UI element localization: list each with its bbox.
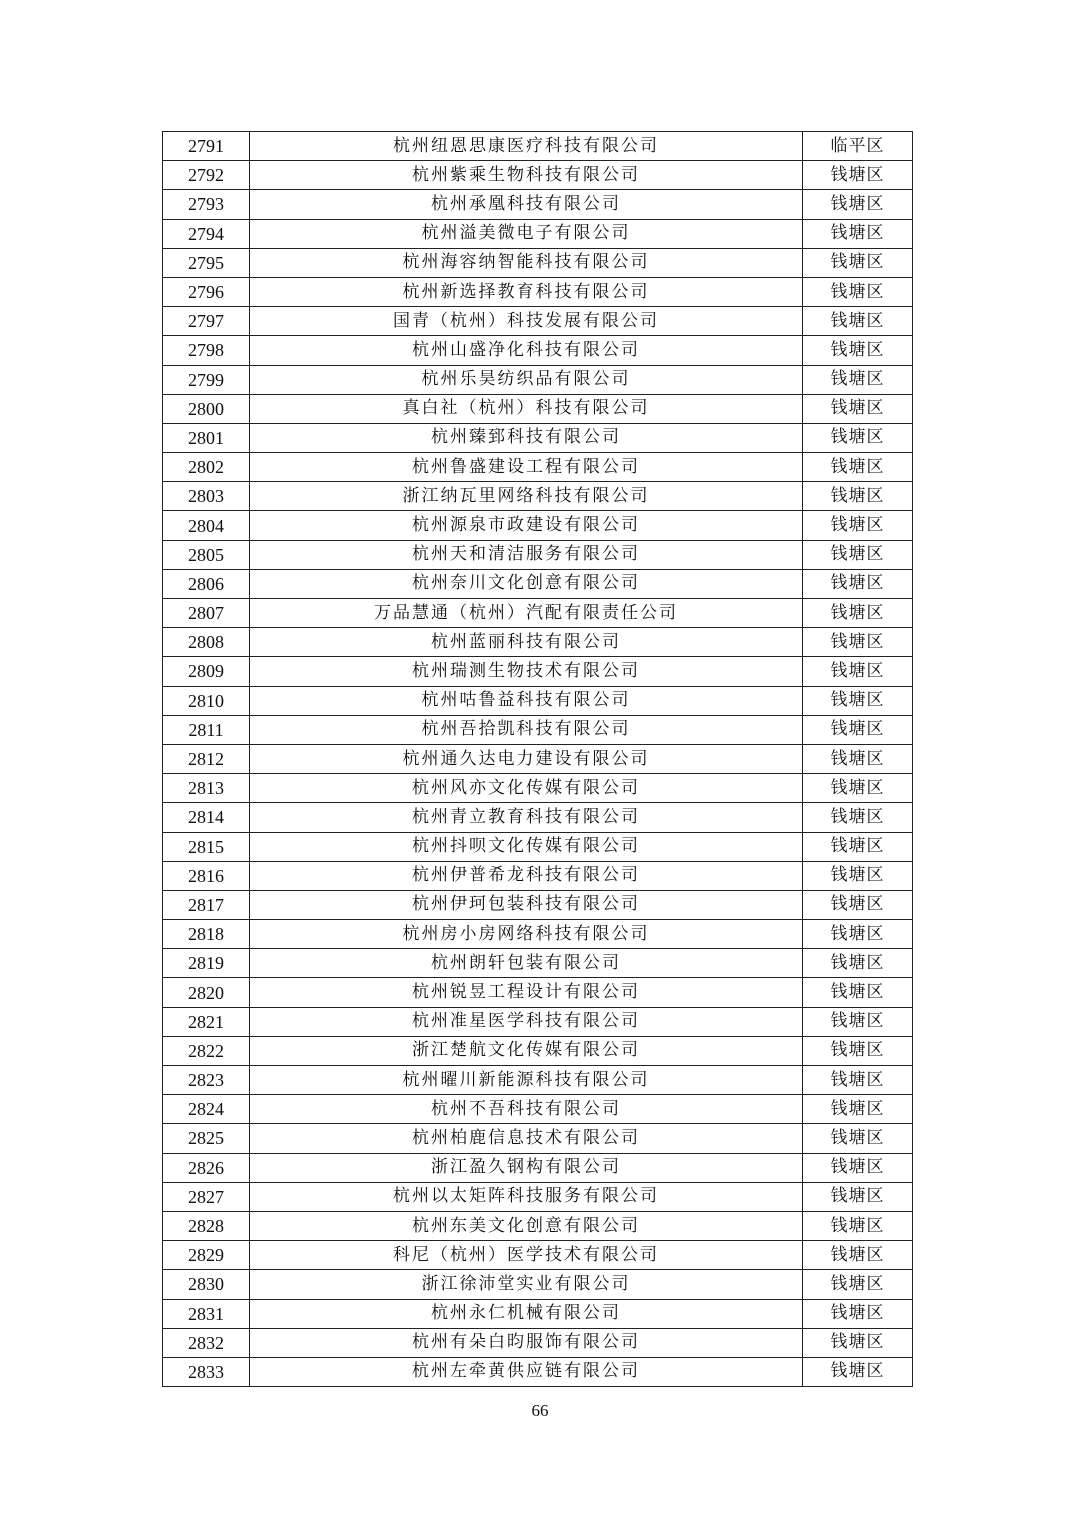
district-cell: 钱塘区	[803, 394, 913, 423]
company-name-cell: 杭州乐昊纺织品有限公司	[250, 365, 803, 394]
table-row	[163, 336, 913, 365]
company-name-cell: 杭州瑞测生物技术有限公司	[250, 657, 803, 686]
district-cell: 钱塘区	[803, 482, 913, 511]
district-cell: 钱塘区	[803, 774, 913, 803]
district-cell: 钱塘区	[803, 1036, 913, 1065]
row-index-cell: 2824	[163, 1095, 250, 1124]
district-cell: 临平区	[803, 132, 913, 161]
table-row	[163, 1211, 913, 1240]
table-row	[163, 1299, 913, 1328]
table-row	[163, 1095, 913, 1124]
company-name-cell: 杭州准星医学科技有限公司	[250, 1007, 803, 1036]
company-name-cell: 科尼（杭州）医学技术有限公司	[250, 1241, 803, 1270]
table-row	[163, 803, 913, 832]
district-cell: 钱塘区	[803, 861, 913, 890]
row-index-cell: 2801	[163, 423, 250, 452]
company-name-cell: 杭州青立教育科技有限公司	[250, 803, 803, 832]
district-cell: 钱塘区	[803, 248, 913, 277]
company-name-cell: 杭州抖呗文化传媒有限公司	[250, 832, 803, 861]
district-cell: 钱塘区	[803, 803, 913, 832]
district-cell: 钱塘区	[803, 569, 913, 598]
row-index-cell: 2793	[163, 190, 250, 219]
company-name-cell: 杭州通久达电力建设有限公司	[250, 744, 803, 773]
table-row	[163, 394, 913, 423]
company-name-cell: 杭州永仁机械有限公司	[250, 1299, 803, 1328]
row-index-cell: 2816	[163, 861, 250, 890]
table-row	[163, 861, 913, 890]
row-index-cell: 2820	[163, 978, 250, 1007]
company-name-cell: 杭州东美文化创意有限公司	[250, 1211, 803, 1240]
row-index-cell: 2815	[163, 832, 250, 861]
company-name-cell: 杭州以太矩阵科技服务有限公司	[250, 1182, 803, 1211]
district-cell: 钱塘区	[803, 277, 913, 306]
district-cell: 钱塘区	[803, 365, 913, 394]
row-index-cell: 2792	[163, 161, 250, 190]
table-row	[163, 1036, 913, 1065]
table-row	[163, 132, 913, 161]
district-cell: 钱塘区	[803, 453, 913, 482]
company-name-cell: 杭州山盛净化科技有限公司	[250, 336, 803, 365]
company-name-cell: 真白社（杭州）科技有限公司	[250, 394, 803, 423]
row-index-cell: 2819	[163, 949, 250, 978]
table-row	[163, 453, 913, 482]
district-cell: 钱塘区	[803, 1211, 913, 1240]
district-cell: 钱塘区	[803, 540, 913, 569]
company-name-cell: 杭州纽恩思康医疗科技有限公司	[250, 132, 803, 161]
table-row	[163, 569, 913, 598]
district-cell: 钱塘区	[803, 307, 913, 336]
district-cell: 钱塘区	[803, 1007, 913, 1036]
table-row	[163, 1182, 913, 1211]
company-name-cell: 杭州锐昱工程设计有限公司	[250, 978, 803, 1007]
company-name-cell: 杭州不吾科技有限公司	[250, 1095, 803, 1124]
table-row	[163, 1357, 913, 1386]
row-index-cell: 2833	[163, 1357, 250, 1386]
company-name-cell: 杭州柏鹿信息技术有限公司	[250, 1124, 803, 1153]
table-row	[163, 657, 913, 686]
table-row	[163, 482, 913, 511]
row-index-cell: 2827	[163, 1182, 250, 1211]
table-row	[163, 190, 913, 219]
company-name-cell: 浙江徐沛堂实业有限公司	[250, 1270, 803, 1299]
row-index-cell: 2831	[163, 1299, 250, 1328]
row-index-cell: 2798	[163, 336, 250, 365]
row-index-cell: 2797	[163, 307, 250, 336]
company-name-cell: 杭州吾拾凯科技有限公司	[250, 715, 803, 744]
district-cell: 钱塘区	[803, 1299, 913, 1328]
row-index-cell: 2808	[163, 628, 250, 657]
row-index-cell: 2825	[163, 1124, 250, 1153]
company-name-cell: 杭州紫乘生物科技有限公司	[250, 161, 803, 190]
district-cell: 钱塘区	[803, 949, 913, 978]
district-cell: 钱塘区	[803, 1066, 913, 1095]
district-cell: 钱塘区	[803, 1095, 913, 1124]
row-index-cell: 2795	[163, 248, 250, 277]
district-cell: 钱塘区	[803, 1328, 913, 1357]
row-index-cell: 2809	[163, 657, 250, 686]
row-index-cell: 2806	[163, 569, 250, 598]
row-index-cell: 2812	[163, 744, 250, 773]
table-row	[163, 978, 913, 1007]
company-name-cell: 国青（杭州）科技发展有限公司	[250, 307, 803, 336]
company-name-cell: 杭州鲁盛建设工程有限公司	[250, 453, 803, 482]
table-row	[163, 540, 913, 569]
row-index-cell: 2821	[163, 1007, 250, 1036]
table-row	[163, 628, 913, 657]
table-row	[163, 219, 913, 248]
district-cell: 钱塘区	[803, 1357, 913, 1386]
district-cell: 钱塘区	[803, 423, 913, 452]
row-index-cell: 2832	[163, 1328, 250, 1357]
company-name-cell: 万品慧通（杭州）汽配有限责任公司	[250, 599, 803, 628]
company-name-cell: 杭州溢美微电子有限公司	[250, 219, 803, 248]
row-index-cell: 2823	[163, 1066, 250, 1095]
table-row	[163, 1241, 913, 1270]
company-name-cell: 浙江楚航文化传媒有限公司	[250, 1036, 803, 1065]
company-name-cell: 杭州风亦文化传媒有限公司	[250, 774, 803, 803]
company-name-cell: 杭州天和清洁服务有限公司	[250, 540, 803, 569]
company-name-cell: 杭州新选择教育科技有限公司	[250, 277, 803, 306]
row-index-cell: 2794	[163, 219, 250, 248]
company-table	[162, 131, 913, 1387]
table-row	[163, 161, 913, 190]
row-index-cell: 2830	[163, 1270, 250, 1299]
company-name-cell: 杭州朗轩包装有限公司	[250, 949, 803, 978]
district-cell: 钱塘区	[803, 628, 913, 657]
table-row	[163, 599, 913, 628]
district-cell: 钱塘区	[803, 890, 913, 919]
company-name-cell: 杭州咕鲁益科技有限公司	[250, 686, 803, 715]
table-row	[163, 920, 913, 949]
district-cell: 钱塘区	[803, 511, 913, 540]
table-row	[163, 423, 913, 452]
table-row	[163, 890, 913, 919]
table-row	[163, 1153, 913, 1182]
table-row	[163, 744, 913, 773]
row-index-cell: 2826	[163, 1153, 250, 1182]
company-name-cell: 杭州承凰科技有限公司	[250, 190, 803, 219]
row-index-cell: 2805	[163, 540, 250, 569]
table-row	[163, 248, 913, 277]
table-row	[163, 1328, 913, 1357]
district-cell: 钱塘区	[803, 832, 913, 861]
district-cell: 钱塘区	[803, 1241, 913, 1270]
row-index-cell: 2800	[163, 394, 250, 423]
row-index-cell: 2803	[163, 482, 250, 511]
district-cell: 钱塘区	[803, 336, 913, 365]
row-index-cell: 2796	[163, 277, 250, 306]
table-row	[163, 832, 913, 861]
company-name-cell: 杭州曜川新能源科技有限公司	[250, 1066, 803, 1095]
district-cell: 钱塘区	[803, 599, 913, 628]
table-row	[163, 715, 913, 744]
table-row	[163, 1066, 913, 1095]
table-row	[163, 949, 913, 978]
company-name-cell: 杭州房小房网络科技有限公司	[250, 920, 803, 949]
district-cell: 钱塘区	[803, 657, 913, 686]
company-name-cell: 浙江纳瓦里网络科技有限公司	[250, 482, 803, 511]
table-row	[163, 277, 913, 306]
company-name-cell: 杭州海容纳智能科技有限公司	[250, 248, 803, 277]
district-cell: 钱塘区	[803, 686, 913, 715]
district-cell: 钱塘区	[803, 715, 913, 744]
table-row	[163, 774, 913, 803]
district-cell: 钱塘区	[803, 190, 913, 219]
row-index-cell: 2829	[163, 1241, 250, 1270]
company-name-cell: 杭州有朵白昀服饰有限公司	[250, 1328, 803, 1357]
district-cell: 钱塘区	[803, 920, 913, 949]
company-name-cell: 杭州伊珂包装科技有限公司	[250, 890, 803, 919]
district-cell: 钱塘区	[803, 1270, 913, 1299]
company-name-cell: 杭州左牵黄供应链有限公司	[250, 1357, 803, 1386]
row-index-cell: 2814	[163, 803, 250, 832]
district-cell: 钱塘区	[803, 1182, 913, 1211]
row-index-cell: 2811	[163, 715, 250, 744]
row-index-cell: 2813	[163, 774, 250, 803]
row-index-cell: 2807	[163, 599, 250, 628]
district-cell: 钱塘区	[803, 978, 913, 1007]
table-row	[163, 307, 913, 336]
district-cell: 钱塘区	[803, 1153, 913, 1182]
company-name-cell: 杭州源泉市政建设有限公司	[250, 511, 803, 540]
table-row	[163, 1270, 913, 1299]
table-row	[163, 1007, 913, 1036]
row-index-cell: 2791	[163, 132, 250, 161]
company-name-cell: 杭州臻郅科技有限公司	[250, 423, 803, 452]
row-index-cell: 2822	[163, 1036, 250, 1065]
district-cell: 钱塘区	[803, 219, 913, 248]
table-row	[163, 511, 913, 540]
page-number: 66	[531, 1401, 549, 1420]
table-row	[163, 1124, 913, 1153]
row-index-cell: 2810	[163, 686, 250, 715]
district-cell: 钱塘区	[803, 1124, 913, 1153]
district-cell: 钱塘区	[803, 161, 913, 190]
company-name-cell: 杭州奈川文化创意有限公司	[250, 569, 803, 598]
row-index-cell: 2828	[163, 1211, 250, 1240]
district-cell: 钱塘区	[803, 744, 913, 773]
table-row	[163, 365, 913, 394]
row-index-cell: 2818	[163, 920, 250, 949]
company-name-cell: 浙江盈久钢构有限公司	[250, 1153, 803, 1182]
company-name-cell: 杭州伊普希龙科技有限公司	[250, 861, 803, 890]
row-index-cell: 2799	[163, 365, 250, 394]
company-name-cell: 杭州蓝丽科技有限公司	[250, 628, 803, 657]
table-row	[163, 686, 913, 715]
row-index-cell: 2817	[163, 890, 250, 919]
table-body	[163, 132, 913, 1387]
row-index-cell: 2802	[163, 453, 250, 482]
row-index-cell: 2804	[163, 511, 250, 540]
